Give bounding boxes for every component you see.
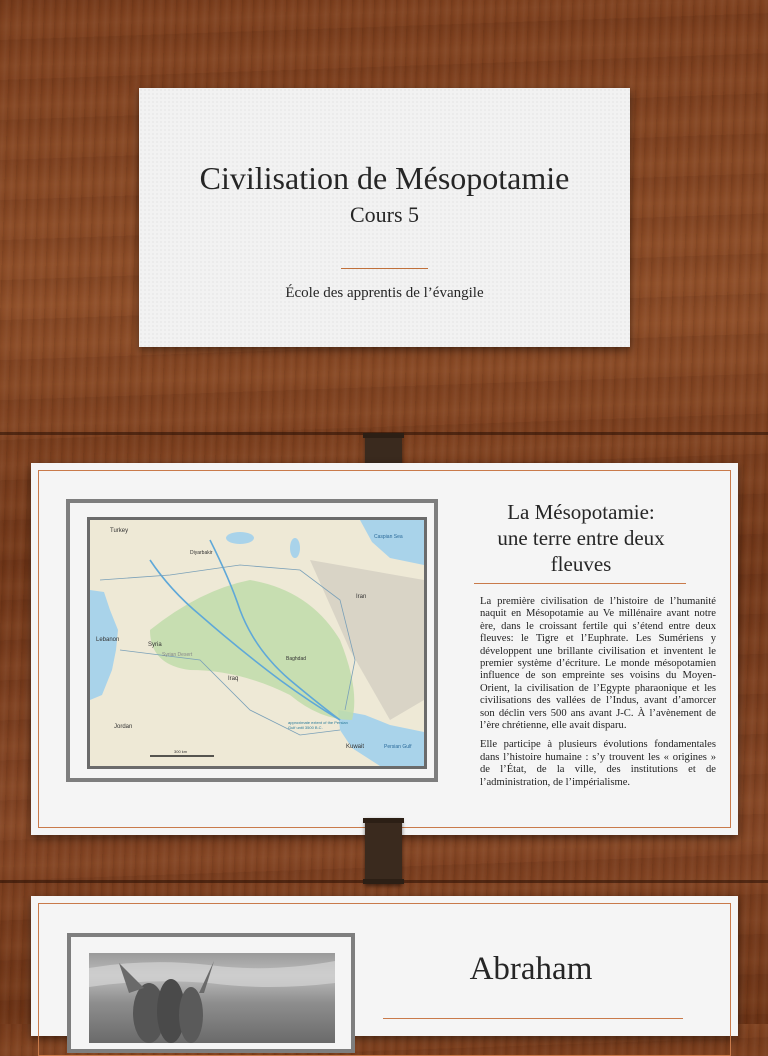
map-label-turkey: Turkey xyxy=(110,528,129,534)
map-label-kuwait: Kuwait xyxy=(346,744,365,750)
presentation-title: Civilisation de Mésopotamie xyxy=(199,160,570,196)
map-label-iran: Iran xyxy=(356,594,367,600)
map-label-jordan: Jordan xyxy=(114,724,133,730)
engraving-image xyxy=(89,953,335,1043)
slide-heading-line-3: fleuves xyxy=(550,552,612,576)
slide-heading xyxy=(476,499,686,577)
map-label-caspian: Caspian Sea xyxy=(374,534,403,540)
map-label-syria: Syria xyxy=(148,642,162,648)
title-divider xyxy=(341,268,428,269)
heading-divider xyxy=(474,583,686,584)
map-label-iraq: Iraq xyxy=(228,676,239,682)
slide-heading-line-2: une terre entre deux xyxy=(497,526,665,550)
map-label-scale: 300 km xyxy=(174,749,188,754)
slide-mesopotamia[interactable] xyxy=(31,463,738,835)
body-paragraph-2: Elle participe à plusieurs évolutions fondamentales dans l’histoire humaine : s’y trouvent les « origines » de l’État, de la ville, des institutions et de l’administration, de l’impérialisme. xyxy=(480,739,716,788)
map-label-baghdad: Baghdad xyxy=(286,656,307,662)
map-label-lebanon: Lebanon xyxy=(96,637,120,643)
map-label-persian-gulf: Persian Gulf xyxy=(384,744,412,750)
mesopotamia-map xyxy=(87,517,427,769)
presentation-subtitle: Cours 5 xyxy=(349,202,420,227)
slide-body-text xyxy=(480,596,716,796)
map-label-diyarbakir: Diyarbakir xyxy=(190,550,213,556)
map-label-syrian-desert: Syrian Desert xyxy=(162,652,193,658)
abraham-divider xyxy=(383,1018,683,1019)
title-slide[interactable] xyxy=(139,88,630,347)
school-name: École des apprentis de l’évangile xyxy=(285,285,484,301)
photo-frame xyxy=(67,933,355,1053)
body-paragraph-1: La première civilisation de l’histoire de l’humanité naquit en Mésopotamie au Ve millénaire avant notre ère, dans le croissant fertile qui s’étend entre deux fleuves: le Tigre et l’Euphrate. Les Sumériens y développent une brillante civilisation et inventent le premier système d’écriture. Le monde mésopotamien influence de son empreinte ses voisins du Moyen-Orient, la civilisation de l’Egypte pharaonique et les civilisations des vallées de l’Indus, avant d’amorcer son déclin vers 500 ans avant J-C. À l’avènement de l’ère chrétienne, elle avait disparu. xyxy=(480,596,716,732)
map-frame xyxy=(66,499,438,782)
map-label-gulf-note: approximate extent of the Persian Gulf until 3500 B.C. xyxy=(288,720,348,730)
slide-connector-bottom xyxy=(365,818,402,884)
slide-abraham[interactable] xyxy=(31,896,738,1036)
abraham-heading: Abraham xyxy=(469,951,593,987)
slide-heading-line-1: La Mésopotamie: xyxy=(507,500,655,524)
